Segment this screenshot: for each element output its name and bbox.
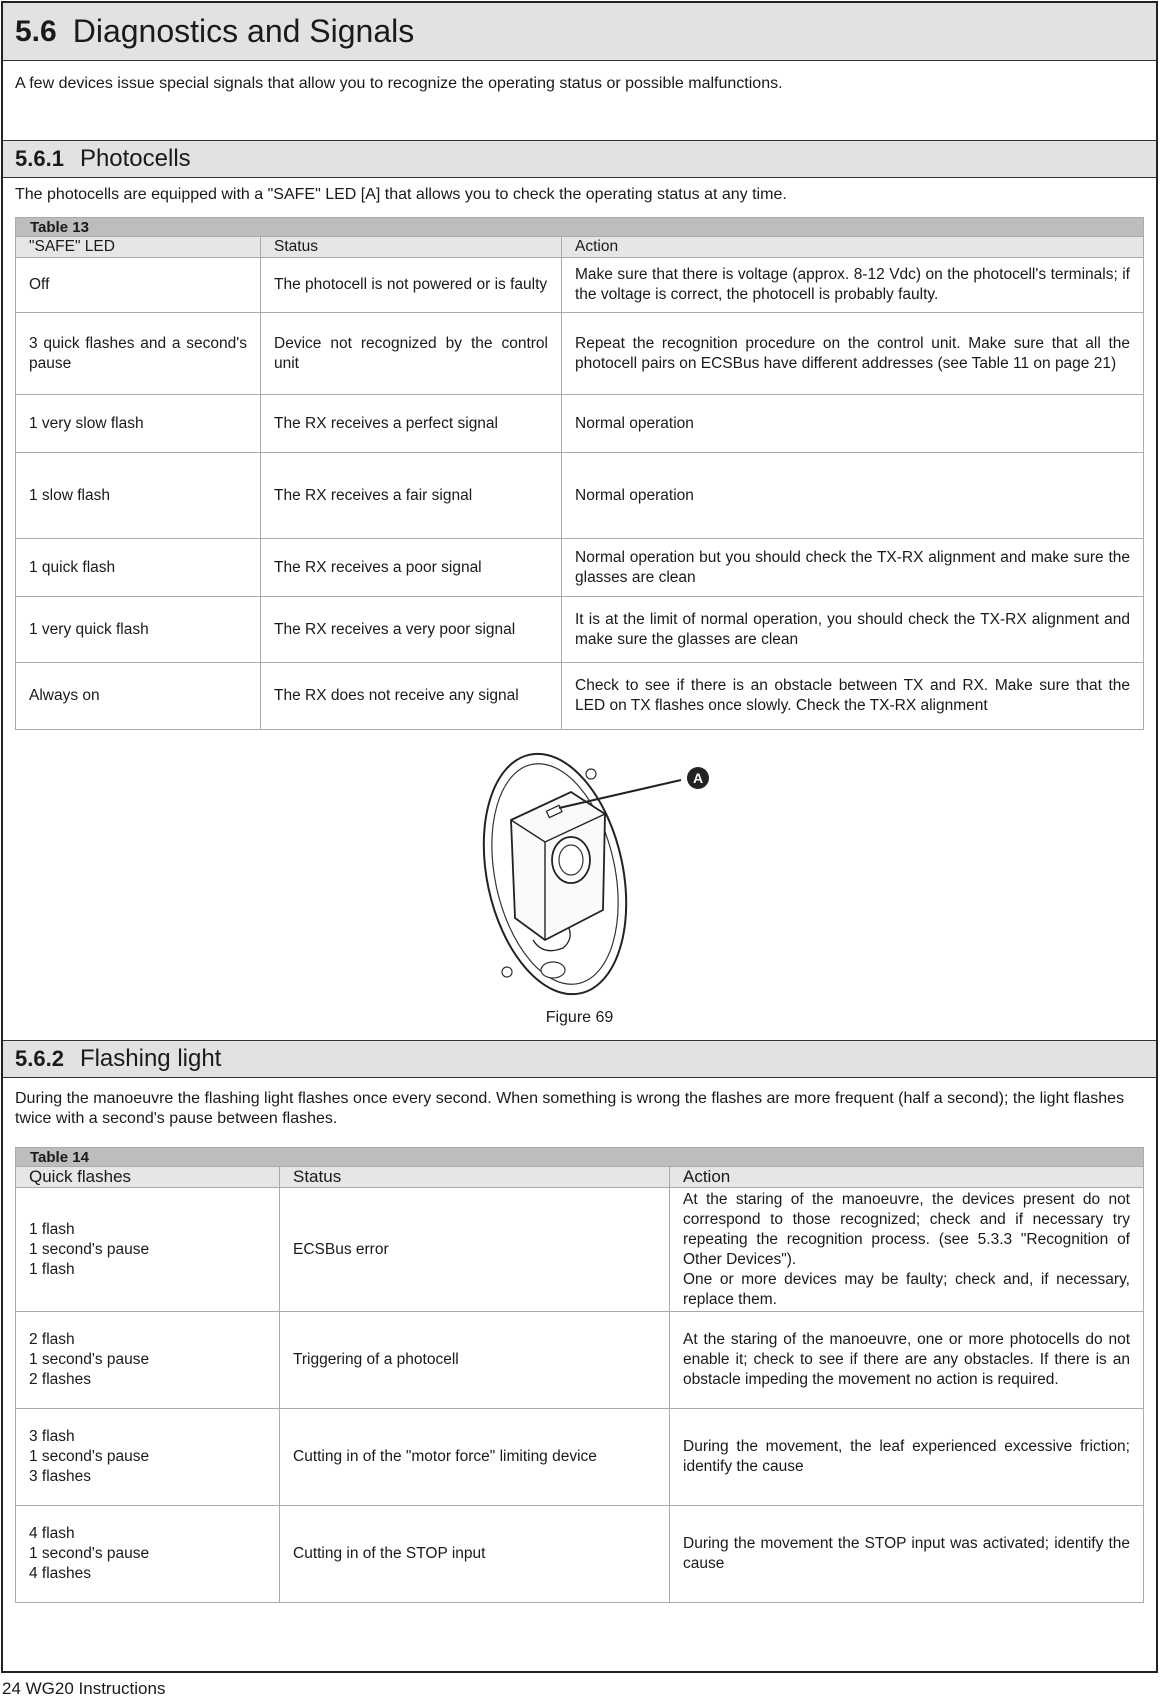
table-row [16,539,1144,597]
flashing-light-title: Flashing light [79,1045,222,1072]
table-14-header-flashes: Quick flashes [16,1167,280,1188]
action-cell [670,1409,1144,1506]
table-14-header-action: Action [670,1167,1144,1188]
status-cell: The RX receives a fair signal [261,453,562,539]
action-cell: Normal operation [562,453,1144,539]
action-cell: Repeat the recognition procedure on the control unit. Make sure that all the photocell pairs on ECSBus have different addresses (see Table 11 on page 21) [562,313,1144,395]
section-header [3,3,1156,61]
led-cell: Off [16,258,261,313]
section-intro: A few devices issue special signals that allow you to recognize the operating status or possible malfunctions. [15,75,783,92]
flashes-cell [16,1188,280,1312]
status-cell: The RX receives a very poor signal [261,597,562,663]
flashes-line: 1 flash [29,1260,75,1278]
status-cell: The RX receives a perfect signal [261,395,562,453]
table-13-caption: Table 13 [15,217,1144,236]
flashes-line: 1 second's pause [29,1448,150,1465]
flashing-light-header [3,1040,1156,1078]
photocells-title: Photocells [79,145,191,172]
action-cell: Make sure that there is voltage (approx. 8-12 Vdc) on the photocell's terminals; if the voltage is correct, the photocell is probably faulty. [562,258,1144,313]
flashes-line: 3 flashes [29,1468,92,1485]
page-footer: 24 WG20 Instructions [2,1679,166,1698]
table-13 [15,217,1144,730]
action-cell: Normal operation but you should check the TX-RX alignment and make sure the glasses are clean [562,539,1144,597]
table-14-header-status: Status [280,1167,670,1188]
flashes-cell [16,1409,280,1506]
table-row [16,663,1144,730]
table-row [16,395,1144,453]
flashes-cell [16,1312,280,1409]
status-cell: The RX does not receive any signal [261,663,562,730]
action-cell: Check to see if there is an obstacle between TX and RX. Make sure that the LED on TX flashes once slowly. Check the TX-RX alignment [562,663,1144,730]
flashes-line: 1 flash [29,1220,75,1238]
page-frame [1,1,1158,1673]
action-cell: Normal operation [562,395,1144,453]
action-paragraph: One or more devices may be faulty; check and, if necessary, replace them. [683,1270,1130,1308]
status-cell: Cutting in of the STOP input [280,1506,670,1603]
table-14-caption: Table 14 [15,1147,1144,1166]
table-row [16,313,1144,395]
table-row [16,1312,1144,1409]
table-13-header-action: Action [562,237,1144,258]
photocells-intro: The photocells are equipped with a "SAFE" LED [A] that allows you to check the operating status at any time. [15,186,787,203]
flashes-line: 1 second's pause [29,1545,150,1562]
flashing-light-intro: During the manoeuvre the flashing light flashes once every second. When something is wrong the flashes are more frequent (half a second); the light flashes twice with a second's pause between flashes. [15,1090,1125,1127]
flashes-line: 1 second's pause [29,1351,150,1368]
table-13-header-led: "SAFE" LED [16,237,261,258]
flashes-line: 4 flashes [29,1565,92,1582]
action-cell: It is at the limit of normal operation, you should check the TX-RX alignment and make sure the glasses are clean [562,597,1144,663]
status-cell: ECSBus error [280,1188,670,1312]
led-cell: 1 very slow flash [16,395,261,453]
status-cell: The photocell is not powered or is faulty [261,258,562,313]
section-title: Diagnostics and Signals [72,13,415,49]
status-cell: Triggering of a photocell [280,1312,670,1409]
status-cell: Device not recognized by the control unit [261,313,562,395]
table-row [16,1506,1144,1603]
led-cell: 1 very quick flash [16,597,261,663]
action-paragraph: At the staring of the manoeuvre, one or more photocells do not enable it; check to see if there are any obstacles. If there is an obstacle impeding the movement no action is required. [683,1331,1130,1388]
status-cell: Cutting in of the "motor force" limiting device [280,1409,670,1506]
flashes-line: 2 flashes [29,1371,92,1388]
figure-marker-a: A [687,767,709,789]
flashes-line: 4 flash [29,1525,75,1542]
action-paragraph: During the movement, the leaf experienced excessive friction; identify the cause [683,1438,1130,1475]
section-number: 5.6 [15,14,57,48]
status-cell: The RX receives a poor signal [261,539,562,597]
photocells-number: 5.6.1 [15,146,64,171]
table-14 [15,1147,1144,1603]
action-paragraph: During the movement the STOP input was activated; identify the cause [683,1535,1130,1572]
flashes-line: 3 flash [29,1428,75,1445]
led-cell: Always on [16,663,261,730]
action-cell [670,1312,1144,1409]
led-cell: 1 slow flash [16,453,261,539]
flashing-light-number: 5.6.2 [15,1046,64,1071]
led-cell: 3 quick flashes and a second's pause [16,313,261,395]
action-cell [670,1188,1144,1312]
action-cell [670,1506,1144,1603]
flashes-line: 1 second's pause [29,1240,150,1258]
flashes-cell [16,1506,280,1603]
figure-69 [3,730,1156,1040]
action-paragraph: At the staring of the manoeuvre, the devices present do not correspond to those recognized; check and if necessary try repeating the recognition process. (see 5.3.3 "Recognition of Other Devices"). [683,1190,1130,1268]
led-cell: 1 quick flash [16,539,261,597]
table-13-header-status: Status [261,237,562,258]
photocells-header [3,140,1156,178]
photocell-illustration [473,742,713,1002]
table-row [16,258,1144,313]
table-row [16,453,1144,539]
table-row [16,1188,1144,1312]
table-row [16,1409,1144,1506]
flashes-line: 2 flash [29,1331,75,1348]
table-row [16,597,1144,663]
figure-caption: Figure 69 [545,1009,614,1026]
